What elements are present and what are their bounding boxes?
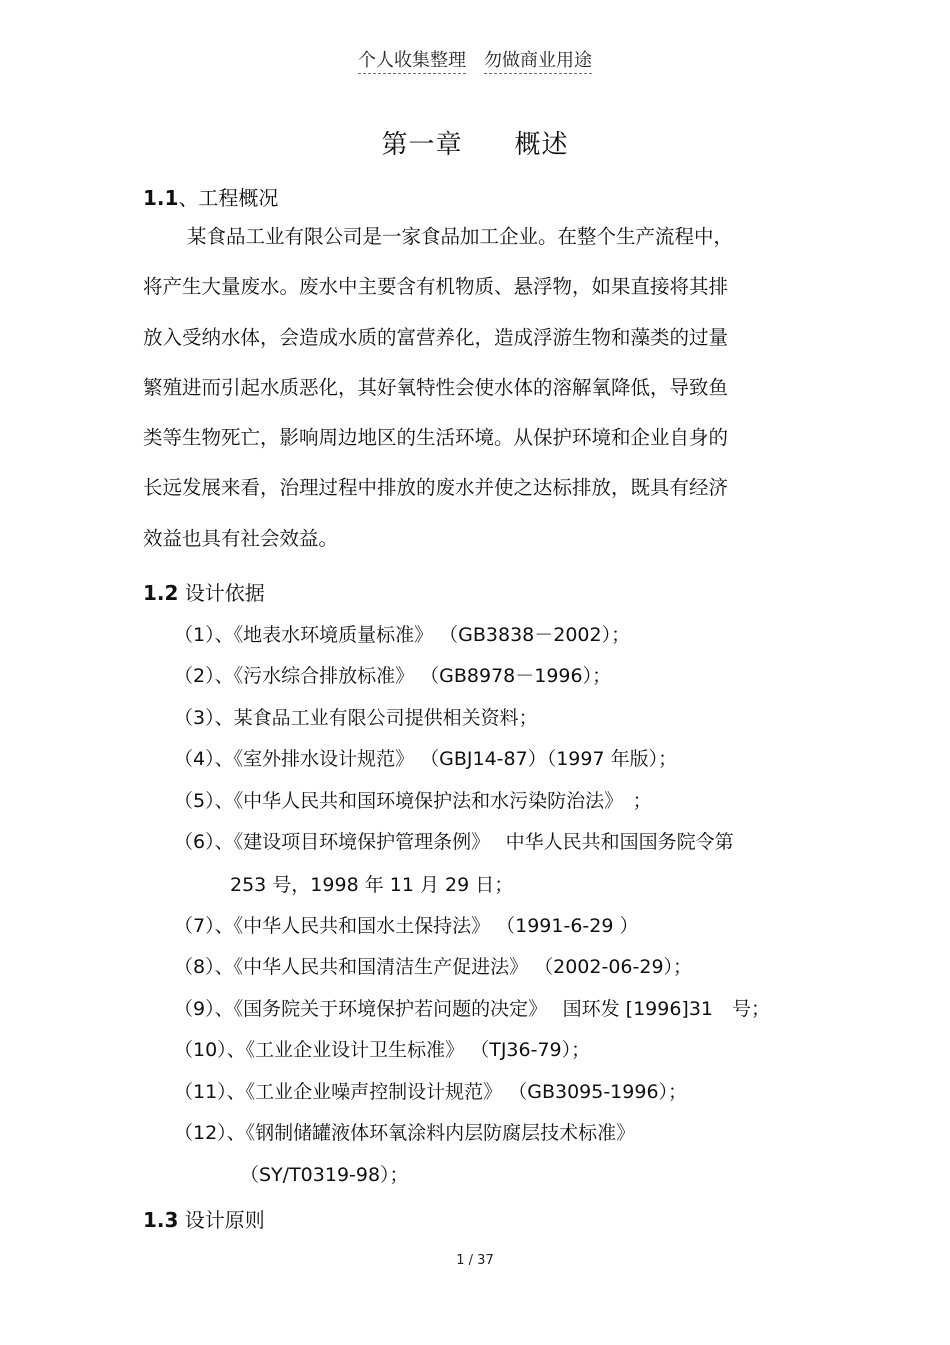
section-title: 设计依据 [178, 581, 265, 605]
reference-item-7: （7）、《中华人民共和国水土保持法》 （1991-6-29 ） [174, 915, 639, 937]
chapter-name: 概述 [514, 130, 569, 160]
reference-item-2: （2）、《污水综合排放标准》 （GB8978－1996）； [174, 665, 612, 687]
paragraph-line: 长远发展来看，治理过程中排放的废水并使之达标排放，既具有经济 [143, 476, 729, 500]
section-number: 1.2 [143, 581, 179, 605]
header-right-text: 勿做商业用途 [484, 50, 592, 74]
section-heading-1-3 [143, 1204, 265, 1233]
reference-item-6-continued: 253 号，1998 年 11 月 29 日； [230, 874, 514, 896]
reference-item-12-continued: （SY/T0319-98）； [240, 1164, 409, 1186]
reference-item-5: （5）、《中华人民共和国环境保护法和水污染防治法》 ； [174, 790, 652, 812]
reference-item-6: （6）、《建设项目环境保护管理条例》 中华人民共和国国务院令第 [174, 831, 734, 853]
paragraph-line: 繁殖进而引起水质恶化，其好氧特性会使水体的溶解氧降低，导致鱼 [143, 375, 729, 399]
reference-item-8: （8）、《中华人民共和国清洁生产促进法》 （2002-06-29）； [174, 956, 693, 978]
reference-item-9: （9）、《国务院关于环境保护若问题的决定》 国环发 [1996]31 号； [174, 998, 771, 1020]
paragraph-line: 将产生大量废水。废水中主要含有机物质、悬浮物，如果直接将其排 [143, 275, 729, 299]
section-title: 设计原则 [178, 1208, 265, 1232]
page-number: 1 / 37 [456, 1253, 494, 1268]
reference-item-4: （4）、《室外排水设计规范》 （GBJ14-87）（1997 年版）； [174, 748, 678, 770]
paragraph-line: 类等生物死亡，影响周边地区的生活环境。从保护环境和企业自身的 [143, 426, 729, 450]
reference-item-1: （1）、《地表水环境质量标准》 （GB3838－2002）； [174, 624, 631, 646]
section-number: 1.3 [143, 1208, 179, 1232]
section-number: 1.1 [143, 186, 179, 210]
overview-paragraph [143, 212, 783, 564]
header-left-text: 个人收集整理 [358, 50, 466, 74]
paragraph-line: 某食品工业有限公司是一家食品加工企业。在整个生产流程中， [187, 225, 734, 248]
reference-item-10: （10）、《工业企业设计卫生标准》 （TJ36-79）； [174, 1039, 591, 1061]
section-title: 、工程概况 [178, 186, 279, 210]
reference-item-11: （11）、《工业企业噪声控制设计规范》 （GB3095-1996）； [174, 1081, 688, 1103]
chapter-title [0, 124, 950, 161]
chapter-number: 第一章 [381, 130, 463, 160]
reference-item-3: （3）、某食品工业有限公司提供相关资料； [174, 707, 538, 729]
reference-item-12: （12）、《钢制储罐液体环氧涂料内层防腐层技术标准》 [174, 1122, 636, 1144]
paragraph-line: 放入受纳水体，会造成水质的富营养化，造成浮游生物和藻类的过量 [143, 325, 729, 349]
section-heading-1-2 [143, 577, 265, 606]
page-header [0, 46, 950, 72]
paragraph-line: 效益也具有社会效益。 [143, 526, 339, 550]
section-heading-1-1 [143, 182, 278, 211]
